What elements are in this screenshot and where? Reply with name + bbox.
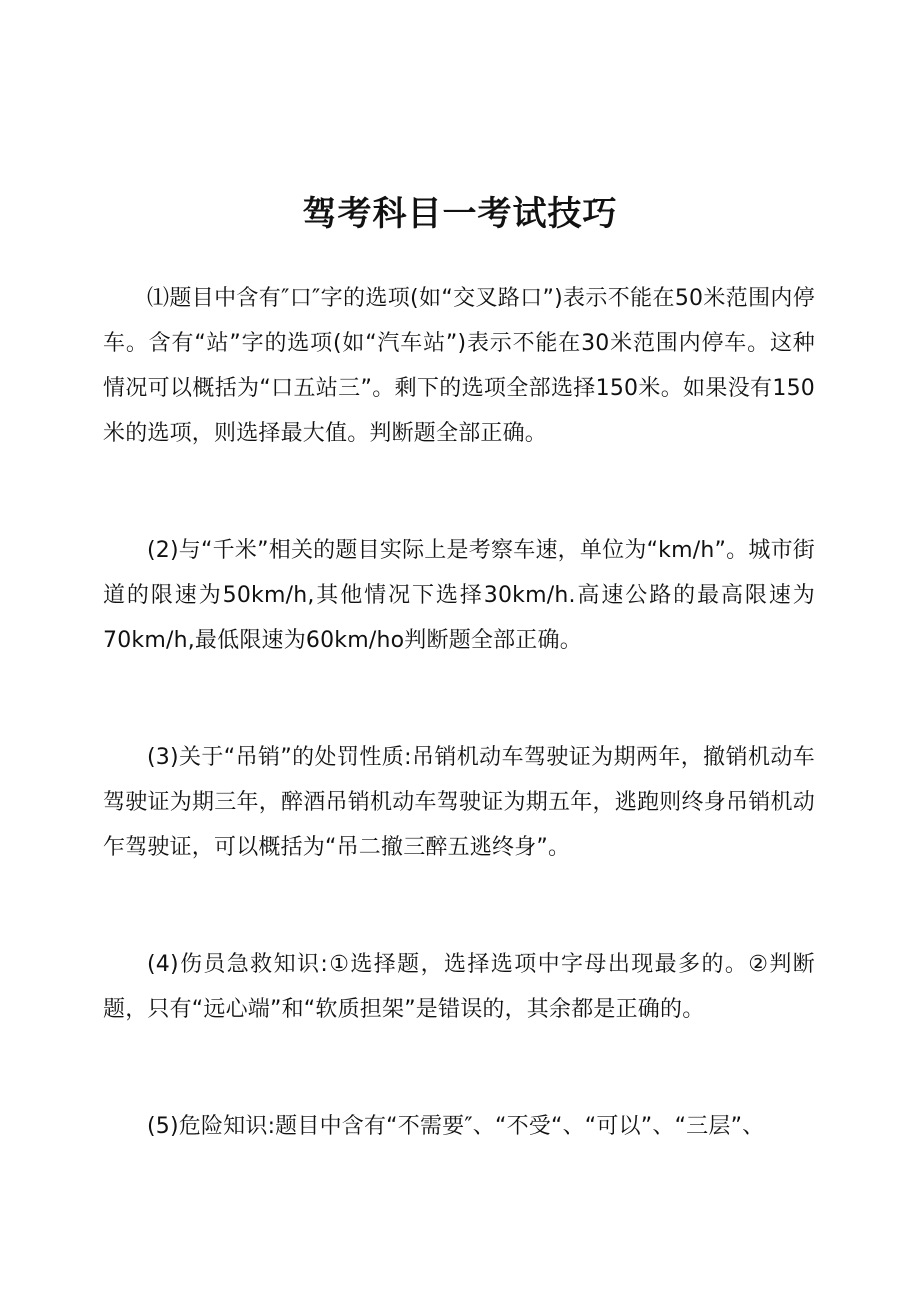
document-body xyxy=(103,276,815,1149)
paragraph-1: ⑴题目中含有″口″字的选项(如“交叉路口”)表示不能在50米范围内停车。含有“站”字的选项(如“汽车站”)表示不能在30米范围内停车。这种情况可以概括为“口五站三”。剩下的选项全部选择150米。如果没有150米的选项，则选择最大值。判断题全部正确。 xyxy=(103,286,815,446)
document-title: 驾考科目一考试技巧 xyxy=(302,193,618,234)
paragraph-3: (3)关于“吊销”的处罚性质:吊销机动车驾驶证为期两年，撤销机动车驾驶证为期三年，醉酒吊销机动车驾驶证为期五年，逃跑则终身吊销机动乍驾驶证，可以概括为“吊二撤三醉五逃终身”。 xyxy=(103,745,815,860)
paragraph-5: (5)危险知识:题目中含有“不需要″、“不受“、“可以”、“三层”、 xyxy=(147,1114,765,1139)
paragraph-4: (4)伤员急救知识:①选择题，选择选项中字母出现最多的。②判断题，只有“远心端”和“软质担架”是错误的，其余都是正确的。 xyxy=(103,952,815,1022)
paragraph-2: (2)与“千米”相关的题目实际上是考察车速，单位为“km/h”。城市街道的限速为50km/h,其他情况下选择30km/h.高速公路的最高限速为70km/h,最低限速为60km/ho判断题全部正确。 xyxy=(103,538,815,653)
